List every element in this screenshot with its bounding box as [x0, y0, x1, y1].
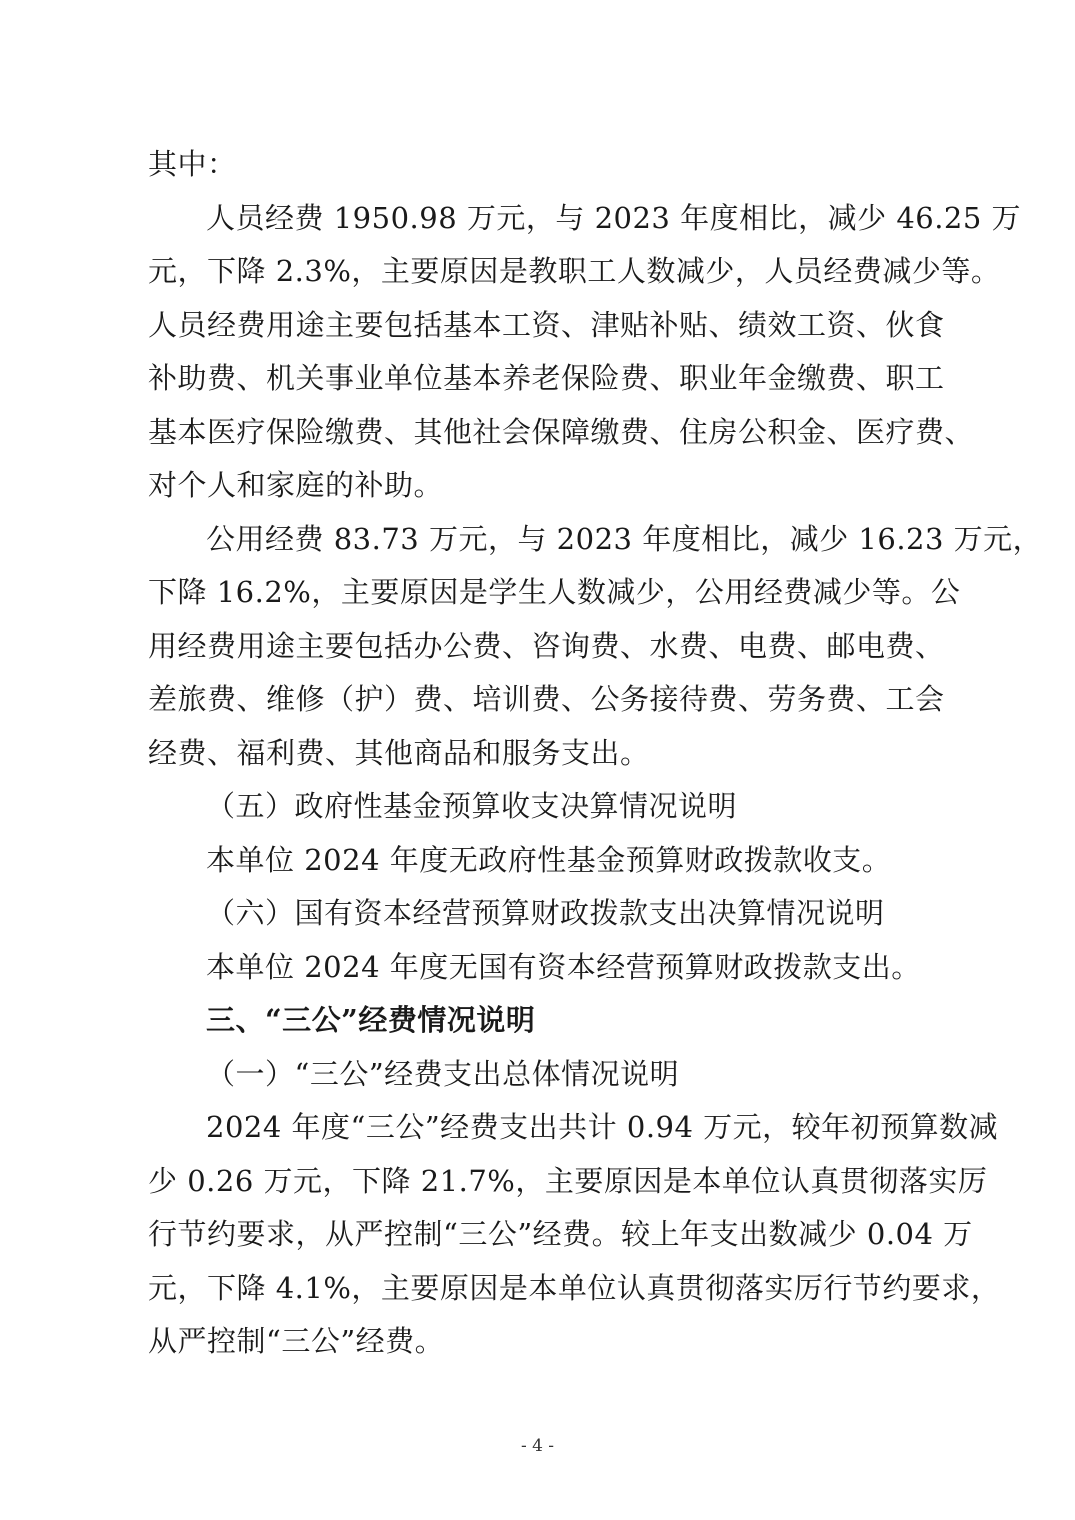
paragraph-line: 补助费、机关事业单位基本养老保险费、职业年金缴费、职工: [148, 361, 945, 395]
paragraph-line: 元，下降 2.3%，主要原因是教职工人数减少，人员经费减少等。: [148, 254, 1001, 288]
page-number: - 4 -: [520, 1436, 555, 1456]
paragraph-line: 人员经费 1950.98 万元，与 2023 年度相比，减少 46.25 万: [206, 200, 1022, 235]
paragraph-line: 基本医疗保险缴费、其他社会保障缴费、住房公积金、医疗费、: [148, 414, 975, 449]
paragraph-line: 下降 16.2%，主要原因是学生人数减少，公用经费减少等。公: [148, 575, 961, 609]
paragraph-line: 2024 年度“三公”经费支出共计 0.94 万元，较年初预算数减: [206, 1110, 999, 1144]
paragraph-line: 差旅费、维修（护）费、培训费、公务接待费、劳务费、工会: [148, 682, 945, 716]
document-body: [148, 138, 1043, 1369]
paragraph-line: 行节约要求，从严控制“三公”经费。较上年支出数减少 0.04 万: [148, 1217, 973, 1251]
section-heading: （五）政府性基金预算收支决算情况说明: [206, 789, 738, 823]
paragraph-line: 人员经费用途主要包括基本工资、津贴补贴、绩效工资、伙食: [148, 307, 945, 342]
section-heading: 三、“三公”经费情况说明: [206, 1003, 536, 1037]
paragraph-line: 本单位 2024 年度无政府性基金预算财政拨款收支。: [206, 842, 892, 877]
paragraph-line: 元，下降 4.1%，主要原因是本单位认真贯彻落实厉行节约要求，: [148, 1270, 1001, 1305]
paragraph-line: 从严控制“三公”经费。: [148, 1324, 445, 1358]
paragraph-line: 用经费用途主要包括办公费、咨询费、水费、电费、邮电费、: [148, 628, 945, 663]
paragraph-line: 对个人和家庭的补助。: [148, 468, 444, 502]
paragraph-line: 经费、福利费、其他商品和服务支出。: [148, 735, 650, 770]
paragraph-line: 本单位 2024 年度无国有资本经营预算财政拨款支出。: [206, 949, 921, 984]
section-heading: （六）国有资本经营预算财政拨款支出决算情况说明: [206, 896, 885, 930]
paragraph-line: 其中：: [148, 147, 237, 181]
section-heading: （一）“三公”经费支出总体情况说明: [206, 1056, 680, 1091]
paragraph-line: 少 0.26 万元，下降 21.7%，主要原因是本单位认真贯彻落实厉: [148, 1163, 988, 1198]
paragraph-line: 公用经费 83.73 万元，与 2023 年度相比，减少 16.23 万元，: [206, 521, 1043, 556]
